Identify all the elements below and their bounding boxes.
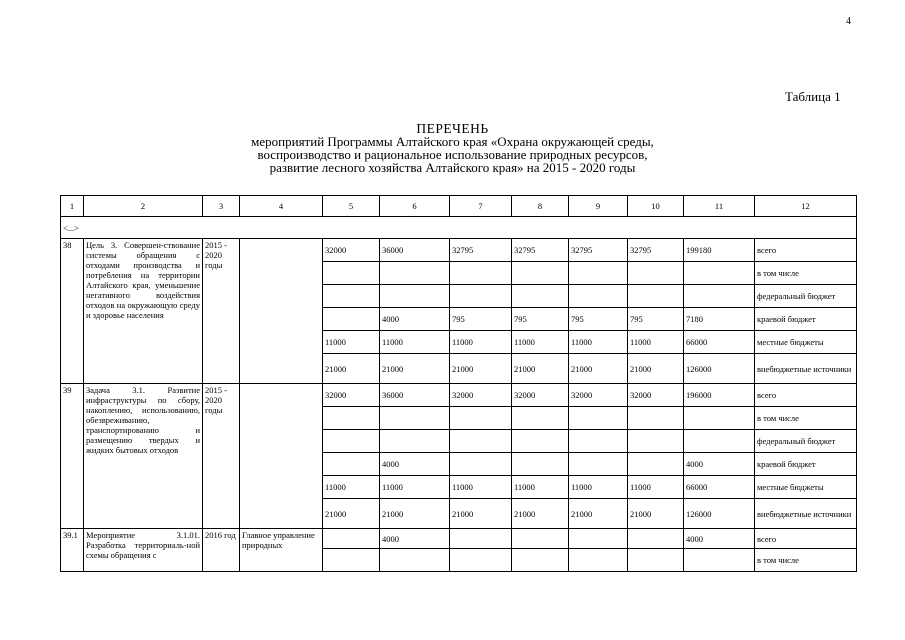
value-cell — [512, 453, 569, 476]
value-cell — [323, 453, 380, 476]
value-cell — [450, 407, 512, 430]
value-cell: 21000 — [569, 499, 628, 529]
row-period: 2015 - 2020 годы — [203, 384, 240, 529]
value-cell: 32795 — [450, 239, 512, 262]
funding-source: всего — [755, 239, 857, 262]
value-cell — [628, 407, 684, 430]
value-cell — [628, 262, 684, 285]
value-cell — [684, 285, 755, 308]
row-description: Задача 3.1. Развитие инфраструктуры по сбору, накоплению, использованию, обезвреживанию, транспортированию и размещению твердых и жидких бытовых отходов — [84, 384, 203, 529]
value-cell: 21000 — [380, 354, 450, 384]
value-cell — [323, 529, 380, 549]
value-cell — [323, 262, 380, 285]
value-cell — [380, 285, 450, 308]
value-cell: 126000 — [684, 354, 755, 384]
funding-source: всего — [755, 529, 857, 549]
value-cell: 11000 — [450, 331, 512, 354]
funding-source: в том числе — [755, 262, 857, 285]
value-cell: 11000 — [569, 331, 628, 354]
column-number: 4 — [240, 196, 323, 217]
value-cell — [512, 430, 569, 453]
value-cell: 11000 — [323, 331, 380, 354]
value-cell — [628, 430, 684, 453]
value-cell: 196000 — [684, 384, 755, 407]
value-cell — [628, 529, 684, 549]
value-cell — [450, 453, 512, 476]
value-cell: 32795 — [512, 239, 569, 262]
value-cell: 4000 — [380, 529, 450, 549]
title-main: ПЕРЕЧЕНЬ — [416, 121, 489, 136]
value-cell: 4000 — [684, 529, 755, 549]
value-cell — [450, 262, 512, 285]
column-number: 2 — [84, 196, 203, 217]
value-cell — [380, 430, 450, 453]
value-cell — [323, 430, 380, 453]
column-number: 7 — [450, 196, 512, 217]
value-cell: 21000 — [512, 499, 569, 529]
row-executor: Главное управление природных — [240, 529, 323, 572]
value-cell: 4000 — [380, 308, 450, 331]
table-row — [61, 529, 857, 549]
value-cell: 32000 — [323, 239, 380, 262]
column-number: 1 — [61, 196, 84, 217]
value-cell: 795 — [628, 308, 684, 331]
funding-source: всего — [755, 384, 857, 407]
column-number: 9 — [569, 196, 628, 217]
row-period: 2016 год — [203, 529, 240, 572]
row-number: 39 — [61, 384, 84, 529]
value-cell — [380, 549, 450, 572]
value-cell: 32000 — [628, 384, 684, 407]
value-cell — [450, 549, 512, 572]
value-cell — [512, 549, 569, 572]
value-cell: 21000 — [323, 499, 380, 529]
value-cell — [450, 430, 512, 453]
value-cell — [512, 407, 569, 430]
row-description: Мероприятие 3.1.01. Разработка территориаль-ной схемы обращения с — [84, 529, 203, 572]
ellipsis-row — [61, 217, 857, 239]
title-line-1: мероприятий Программы Алтайского края «Охрана окружающей среды, — [251, 134, 654, 149]
row-number: 38 — [61, 239, 84, 384]
row-number: 39.1 — [61, 529, 84, 572]
value-cell: 66000 — [684, 476, 755, 499]
ellipsis-cell: <...> — [61, 217, 857, 239]
value-cell — [684, 262, 755, 285]
value-cell: 11000 — [323, 476, 380, 499]
value-cell — [450, 529, 512, 549]
value-cell — [628, 453, 684, 476]
value-cell: 11000 — [450, 476, 512, 499]
value-cell — [684, 407, 755, 430]
value-cell: 32795 — [628, 239, 684, 262]
value-cell: 21000 — [628, 499, 684, 529]
value-cell — [380, 407, 450, 430]
column-number: 11 — [684, 196, 755, 217]
value-cell — [380, 262, 450, 285]
value-cell: 36000 — [380, 239, 450, 262]
funding-source: местные бюджеты — [755, 331, 857, 354]
value-cell: 21000 — [450, 354, 512, 384]
column-number-row — [61, 196, 857, 217]
page-number: 4 — [846, 16, 851, 27]
funding-source: краевой бюджет — [755, 453, 857, 476]
funding-source: федеральный бюджет — [755, 430, 857, 453]
measures-table — [60, 195, 857, 572]
value-cell: 11000 — [628, 476, 684, 499]
table-row — [61, 384, 857, 407]
value-cell — [684, 549, 755, 572]
column-number: 10 — [628, 196, 684, 217]
funding-source: в том числе — [755, 549, 857, 572]
row-executor — [240, 384, 323, 529]
value-cell: 7180 — [684, 308, 755, 331]
value-cell: 11000 — [380, 476, 450, 499]
value-cell — [569, 430, 628, 453]
title-line-3: развитие лесного хозяйства Алтайского края» на 2015 - 2020 годы — [269, 160, 636, 175]
title-line-2: воспроизводство и рациональное использование природных ресурсов, — [257, 147, 648, 162]
value-cell: 11000 — [512, 476, 569, 499]
funding-source: краевой бюджет — [755, 308, 857, 331]
value-cell: 21000 — [512, 354, 569, 384]
row-period: 2015 - 2020 годы — [203, 239, 240, 384]
value-cell: 36000 — [380, 384, 450, 407]
value-cell: 11000 — [628, 331, 684, 354]
column-number: 6 — [380, 196, 450, 217]
value-cell: 21000 — [450, 499, 512, 529]
value-cell: 32000 — [569, 384, 628, 407]
funding-source: федеральный бюджет — [755, 285, 857, 308]
value-cell — [684, 430, 755, 453]
value-cell — [628, 549, 684, 572]
value-cell: 21000 — [323, 354, 380, 384]
table-row — [61, 239, 857, 262]
value-cell: 4000 — [380, 453, 450, 476]
funding-source: внебюджетные источники — [755, 354, 857, 384]
value-cell — [323, 285, 380, 308]
value-cell: 32000 — [323, 384, 380, 407]
table-label: Таблица 1 — [785, 89, 841, 104]
value-cell: 11000 — [380, 331, 450, 354]
value-cell: 21000 — [569, 354, 628, 384]
value-cell: 126000 — [684, 499, 755, 529]
value-cell: 32000 — [512, 384, 569, 407]
column-number: 12 — [755, 196, 857, 217]
value-cell — [569, 285, 628, 308]
row-executor — [240, 239, 323, 384]
value-cell — [512, 529, 569, 549]
value-cell: 199180 — [684, 239, 755, 262]
value-cell: 11000 — [512, 331, 569, 354]
value-cell — [569, 407, 628, 430]
value-cell: 66000 — [684, 331, 755, 354]
document-title — [0, 122, 905, 174]
value-cell — [569, 529, 628, 549]
value-cell — [569, 549, 628, 572]
value-cell: 795 — [450, 308, 512, 331]
funding-source: местные бюджеты — [755, 476, 857, 499]
value-cell — [323, 549, 380, 572]
value-cell: 32000 — [450, 384, 512, 407]
column-number: 3 — [203, 196, 240, 217]
value-cell — [628, 285, 684, 308]
funding-source: в том числе — [755, 407, 857, 430]
column-number: 5 — [323, 196, 380, 217]
value-cell — [323, 308, 380, 331]
value-cell: 11000 — [569, 476, 628, 499]
value-cell — [512, 262, 569, 285]
value-cell — [569, 453, 628, 476]
column-number: 8 — [512, 196, 569, 217]
value-cell: 21000 — [628, 354, 684, 384]
value-cell — [450, 285, 512, 308]
value-cell: 4000 — [684, 453, 755, 476]
value-cell: 32795 — [569, 239, 628, 262]
value-cell — [569, 262, 628, 285]
value-cell: 21000 — [380, 499, 450, 529]
value-cell: 795 — [512, 308, 569, 331]
value-cell — [512, 285, 569, 308]
value-cell: 795 — [569, 308, 628, 331]
row-description: Цель 3. Совершен-ствование системы обращения с отходами производства и потребления на территории Алтайского края, уменьшение негативного воздействия отходов на окружающую среду и здоровье населения — [84, 239, 203, 384]
funding-source: внебюджетные источники — [755, 499, 857, 529]
value-cell — [323, 407, 380, 430]
